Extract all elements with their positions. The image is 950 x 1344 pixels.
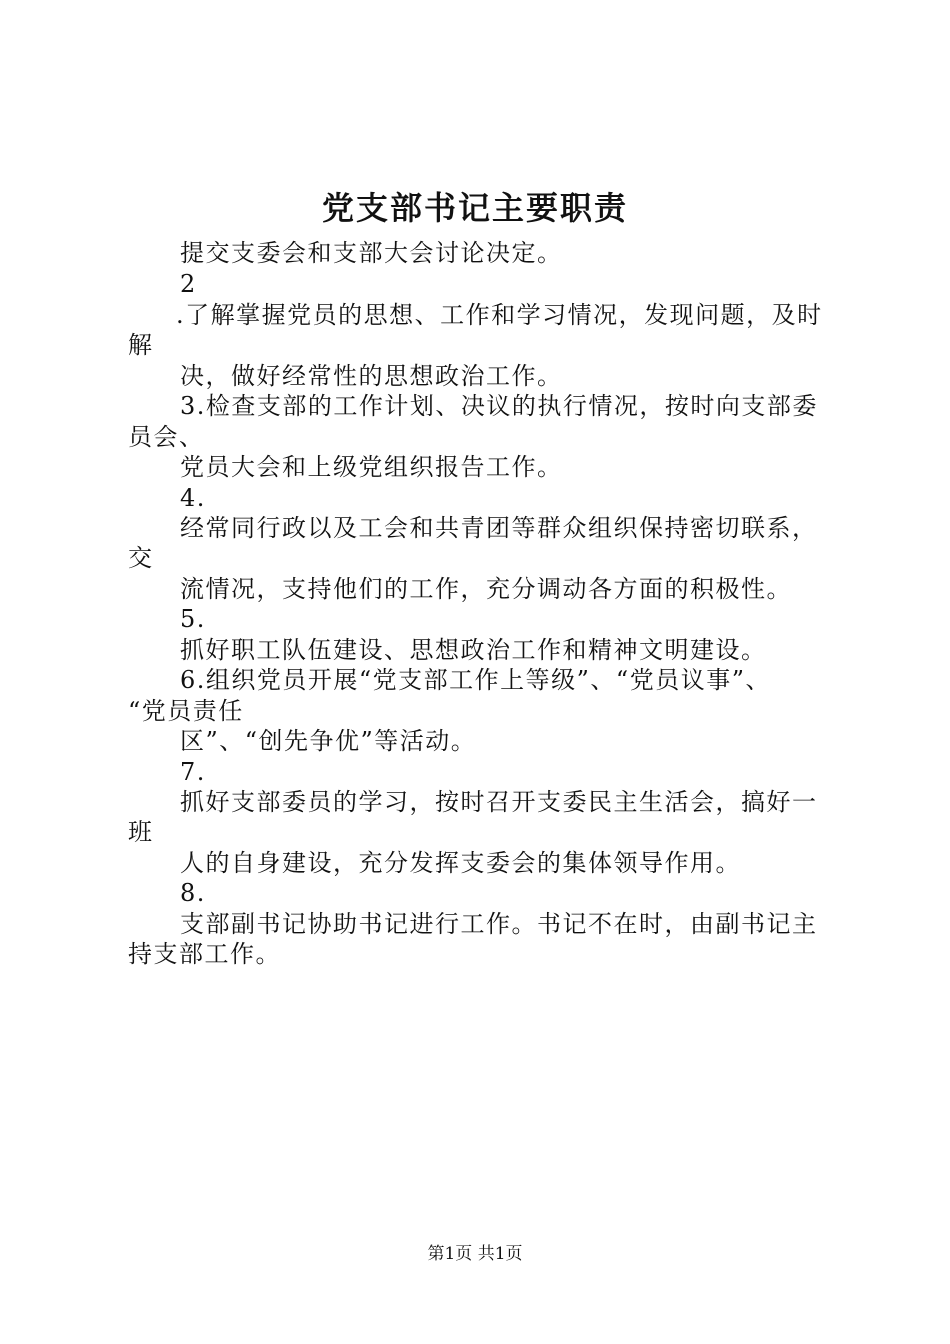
text-line-1: 提交支委会和支部大会讨论决定。 <box>180 239 563 267</box>
text-line-11: 交 <box>128 544 154 572</box>
text-line-15: 6.组织党员开展“党支部工作上等级”、“党员议事”、 <box>180 666 771 694</box>
text-line-12: 流情况，支持他们的工作，充分调动各方面的积极性。 <box>180 575 792 603</box>
text-line-18: 7. <box>180 758 206 786</box>
text-line-20: 班 <box>128 818 154 846</box>
text-line-13: 5. <box>180 605 206 633</box>
text-line-5: 决，做好经常性的思想政治工作。 <box>180 362 563 390</box>
text-line-17: 区”、“创先争优”等活动。 <box>180 727 477 755</box>
page-footer: 第1页 共1页 <box>427 1244 523 1264</box>
text-line-4: 解 <box>128 331 154 359</box>
text-line-10: 经常同行政以及工会和共青团等群众组织保持密切联系， <box>180 514 818 542</box>
text-line-14: 抓好职工队伍建设、思想政治工作和精神文明建设。 <box>180 636 767 664</box>
text-line-21: 人的自身建设，充分发挥支委会的集体领导作用。 <box>180 849 741 877</box>
text-line-22: 8. <box>180 879 206 907</box>
text-line-16: “党员责任 <box>128 697 244 725</box>
text-line-9: 4. <box>180 484 206 512</box>
text-line-19: 抓好支部委员的学习，按时召开支委民主生活会，搞好一 <box>180 788 818 816</box>
text-line-23: 支部副书记协助书记进行工作。书记不在时，由副书记主 <box>180 910 818 938</box>
text-line-6: 3.检查支部的工作计划、决议的执行情况，按时向支部委 <box>180 392 818 420</box>
text-line-7: 员会、 <box>128 423 205 451</box>
text-line-2: 2 <box>180 270 197 298</box>
text-line-3: .了解掌握党员的思想、工作和学习情况，发现问题，及时 <box>176 301 823 329</box>
text-line-8: 党员大会和上级党组织报告工作。 <box>180 453 563 481</box>
page-title: 党支部书记主要职责 <box>321 189 628 227</box>
text-line-24: 持支部工作。 <box>128 940 281 968</box>
